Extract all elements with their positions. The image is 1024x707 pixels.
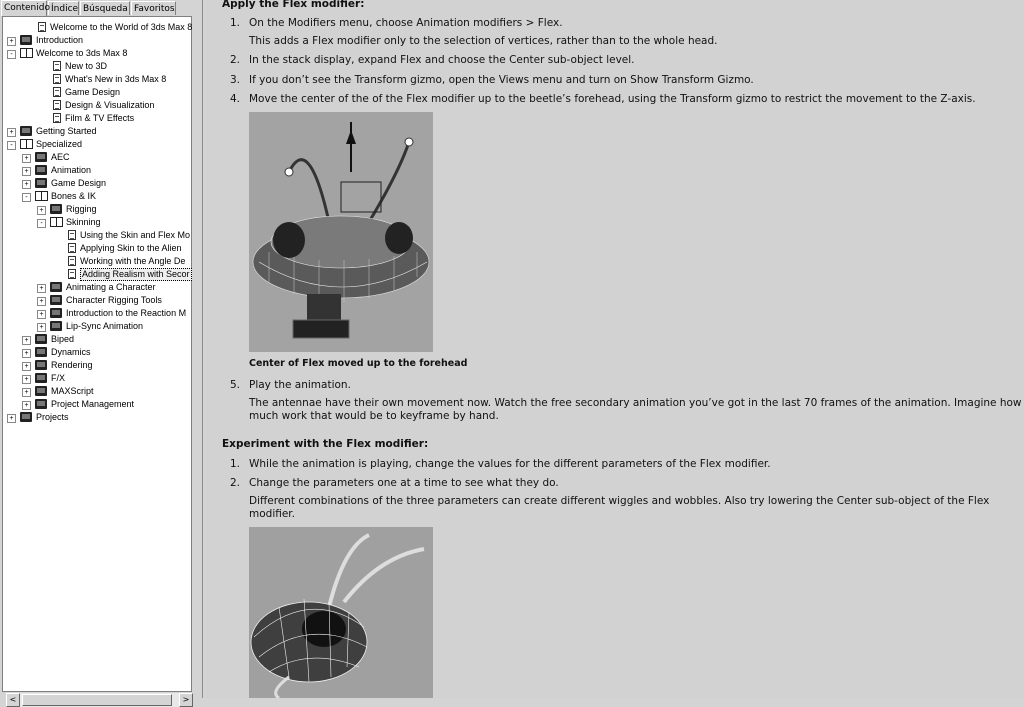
pane-splitter[interactable] <box>195 0 203 698</box>
step-note: This adds a Flex modifier only to the selection of vertices, rather than to the whole head. <box>249 35 718 47</box>
beetle-render-image <box>249 112 433 352</box>
step-text: Change the parameters one at a time to see what they do. <box>249 477 559 489</box>
expand-icon[interactable]: + <box>37 323 46 332</box>
help-page-icon <box>68 256 76 266</box>
step-note: The antennae have their own movement now. Watch the free secondary animation you’ve got in the last 70 frames of the animation. Imagine how <box>249 397 1022 409</box>
tree-item[interactable] <box>3 242 189 255</box>
collapse-icon[interactable]: - <box>7 141 16 150</box>
help-page-icon <box>53 100 61 110</box>
expand-icon[interactable]: + <box>22 154 31 163</box>
tree-item-label[interactable]: Project Management <box>51 399 135 409</box>
step-note: Different combinations of the three parameters can create different wiggles and wobbles. Also try lowering the Center sub-object of the Flex <box>249 495 990 507</box>
closed-book-icon <box>20 35 32 45</box>
tree-item[interactable] <box>3 294 189 307</box>
tab-index[interactable]: Índice <box>48 1 79 15</box>
expand-icon[interactable]: + <box>22 362 31 371</box>
tab-contents[interactable]: Contenido <box>1 0 47 16</box>
tree-item[interactable] <box>3 60 189 73</box>
expand-icon[interactable]: + <box>22 336 31 345</box>
step-note: modifier. <box>249 508 295 520</box>
tree-item[interactable] <box>3 125 189 138</box>
open-book-icon <box>20 139 33 149</box>
help-page-icon <box>53 74 61 84</box>
closed-book-icon <box>35 152 47 162</box>
tree-item[interactable] <box>3 333 189 346</box>
step-number: 2. <box>230 477 241 489</box>
tree-item-label[interactable]: F/X <box>51 373 66 383</box>
help-page-icon <box>53 87 61 97</box>
section-heading-experiment-flex: Experiment with the Flex modifier: <box>222 438 429 450</box>
expand-icon[interactable]: + <box>7 128 16 137</box>
tree-item-label[interactable]: Game Design <box>65 87 121 97</box>
open-book-icon <box>20 48 33 58</box>
tree-item-label[interactable]: Rigging <box>66 204 97 214</box>
closed-book-icon <box>35 386 47 396</box>
step-number: 2. <box>230 54 241 66</box>
tree-item-label[interactable]: Skinning <box>66 217 101 227</box>
collapse-icon[interactable]: - <box>7 50 16 59</box>
open-book-icon <box>50 217 63 227</box>
tree-item[interactable] <box>3 73 189 86</box>
tree-item[interactable] <box>3 99 189 112</box>
tree-item-label[interactable]: AEC <box>51 152 70 162</box>
step-text: Play the animation. <box>249 379 351 391</box>
tree-item[interactable] <box>3 229 189 242</box>
collapse-icon[interactable]: - <box>37 219 46 228</box>
closed-book-icon <box>50 282 62 292</box>
tree-item-label[interactable]: Welcome to 3ds Max 8 <box>36 48 128 58</box>
tree-item-label[interactable]: Game Design <box>51 178 107 188</box>
step-text: While the animation is playing, change the values for the different parameters of the Flex modifier. <box>249 458 771 470</box>
step-number: 1. <box>230 458 241 470</box>
expand-icon[interactable]: + <box>37 206 46 215</box>
expand-icon[interactable]: + <box>22 388 31 397</box>
beetle-mesh-image <box>249 527 433 698</box>
tree-item[interactable] <box>3 164 189 177</box>
tree-item-label[interactable]: Working with the Angle De <box>80 256 186 266</box>
step-number: 5. <box>230 379 241 391</box>
scroll-right-button[interactable]: > <box>179 693 193 707</box>
tree-item-label[interactable]: Film & TV Effects <box>65 113 135 123</box>
tree-item[interactable] <box>3 359 189 372</box>
step-text: In the stack display, expand Flex and choose the Center sub-object level. <box>249 54 635 66</box>
navigation-tabs <box>0 0 195 16</box>
tree-item[interactable] <box>3 385 189 398</box>
help-page-icon <box>68 243 76 253</box>
closed-book-icon <box>50 295 62 305</box>
closed-book-icon <box>20 412 32 422</box>
help-page-icon <box>68 230 76 240</box>
tree-item[interactable] <box>3 320 189 333</box>
closed-book-icon <box>35 334 47 344</box>
tree-item[interactable] <box>3 47 189 60</box>
help-page-icon <box>68 269 76 279</box>
tree-item-label[interactable]: MAXScript <box>51 386 94 396</box>
contents-tree <box>2 16 193 704</box>
topic-content <box>205 0 1024 698</box>
tree-item[interactable] <box>3 203 189 216</box>
step-text: If you don’t see the Transform gizmo, open the Views menu and turn on Show Transform Gizmo. <box>249 74 754 86</box>
closed-book-icon <box>35 399 47 409</box>
tree-item[interactable] <box>3 138 189 151</box>
expand-icon[interactable]: + <box>22 167 31 176</box>
tree-item[interactable] <box>3 307 189 320</box>
tree-item-label[interactable]: Rendering <box>51 360 93 370</box>
section-heading-apply-flex: Apply the Flex modifier: <box>222 0 365 10</box>
expand-icon[interactable]: + <box>22 180 31 189</box>
tree-item-label[interactable]: Biped <box>51 334 75 344</box>
tree-item[interactable] <box>3 112 189 125</box>
tree-item[interactable] <box>3 372 189 385</box>
collapse-icon[interactable]: - <box>22 193 31 202</box>
closed-book-icon <box>35 373 47 383</box>
expand-icon[interactable]: + <box>37 310 46 319</box>
tree-item-label[interactable]: Using the Skin and Flex Mo <box>80 230 191 240</box>
step-number: 4. <box>230 93 241 105</box>
closed-book-icon <box>50 321 62 331</box>
tree-item-label[interactable]: Introduction <box>36 35 84 45</box>
tree-item-label[interactable]: New to 3D <box>65 61 108 71</box>
tree-item-label[interactable]: Introduction to the Reaction M <box>66 308 187 318</box>
tree-item[interactable] <box>3 398 189 411</box>
tree-item[interactable] <box>3 34 189 47</box>
help-page-icon <box>38 22 46 32</box>
tree-item[interactable] <box>3 86 189 99</box>
tree-item-label[interactable]: Welcome to the World of 3ds Max 8 <box>50 22 193 32</box>
closed-book-icon <box>35 178 47 188</box>
expand-icon[interactable]: + <box>7 37 16 46</box>
tree-item[interactable] <box>3 151 189 164</box>
tab-search[interactable]: Búsqueda <box>80 1 130 15</box>
help-page-icon <box>53 113 61 123</box>
closed-book-icon <box>35 165 47 175</box>
tree-item-label[interactable]: Dynamics <box>51 347 91 357</box>
tree-item-label[interactable]: What's New in 3ds Max 8 <box>65 74 167 84</box>
tree-item[interactable] <box>3 346 189 359</box>
expand-icon[interactable]: + <box>22 375 31 384</box>
tree-item-label[interactable]: Projects <box>36 412 69 422</box>
step-text: Move the center of the of the Flex modifier up to the beetle’s forehead, using the Transform gizmo to restrict the movement to the Z-axis. <box>249 93 976 105</box>
figure-beetle-flex-center <box>249 112 433 352</box>
tree-item[interactable] <box>3 177 189 190</box>
tree-item-label[interactable]: Adding Realism with Secor <box>82 269 190 279</box>
tree-item-label[interactable]: Getting Started <box>36 126 97 136</box>
expand-icon[interactable]: + <box>22 349 31 358</box>
tree-item-label[interactable]: Character Rigging Tools <box>66 295 162 305</box>
closed-book-icon <box>20 126 32 136</box>
tree-item[interactable] <box>3 255 189 268</box>
tree-item[interactable] <box>3 411 189 424</box>
step-note: much work that would be to keyframe by hand. <box>249 410 499 422</box>
tree-item[interactable] <box>3 216 189 229</box>
expand-icon[interactable]: + <box>22 401 31 410</box>
closed-book-icon <box>35 347 47 357</box>
expand-icon[interactable]: + <box>37 297 46 306</box>
tree-item-label[interactable]: Specialized <box>36 139 83 149</box>
tree-item[interactable] <box>3 21 193 34</box>
closed-book-icon <box>35 360 47 370</box>
tree-item[interactable] <box>3 190 189 203</box>
tree-item-label[interactable]: Bones & IK <box>51 191 97 201</box>
help-navigation-pane <box>0 0 195 704</box>
step-text: On the Modifiers menu, choose Animation modifiers > Flex. <box>249 17 563 29</box>
tree-item-label[interactable]: Animation <box>51 165 92 175</box>
tab-favorites[interactable]: Favoritos <box>131 1 176 15</box>
closed-book-icon <box>50 204 62 214</box>
tree-item[interactable] <box>3 268 189 281</box>
tree-item-label[interactable]: Applying Skin to the Alien <box>80 243 182 253</box>
step-number: 3. <box>230 74 241 86</box>
closed-book-icon <box>50 308 62 318</box>
figure-beetle-mesh <box>249 527 433 698</box>
tree-item-label[interactable]: Design & Visualization <box>65 100 155 110</box>
expand-icon[interactable]: + <box>7 414 16 423</box>
scrollbar-thumb[interactable] <box>22 694 172 706</box>
scroll-left-button[interactable]: < <box>6 693 20 707</box>
expand-icon[interactable]: + <box>37 284 46 293</box>
step-number: 1. <box>230 17 241 29</box>
figure-caption: Center of Flex moved up to the forehead <box>249 358 468 369</box>
tree-item-label[interactable]: Animating a Character <box>66 282 156 292</box>
horizontal-scrollbar[interactable] <box>6 693 193 707</box>
open-book-icon <box>35 191 48 201</box>
tree-item-label[interactable]: Lip-Sync Animation <box>66 321 144 331</box>
help-page-icon <box>53 61 61 71</box>
tree-item[interactable] <box>3 281 189 294</box>
